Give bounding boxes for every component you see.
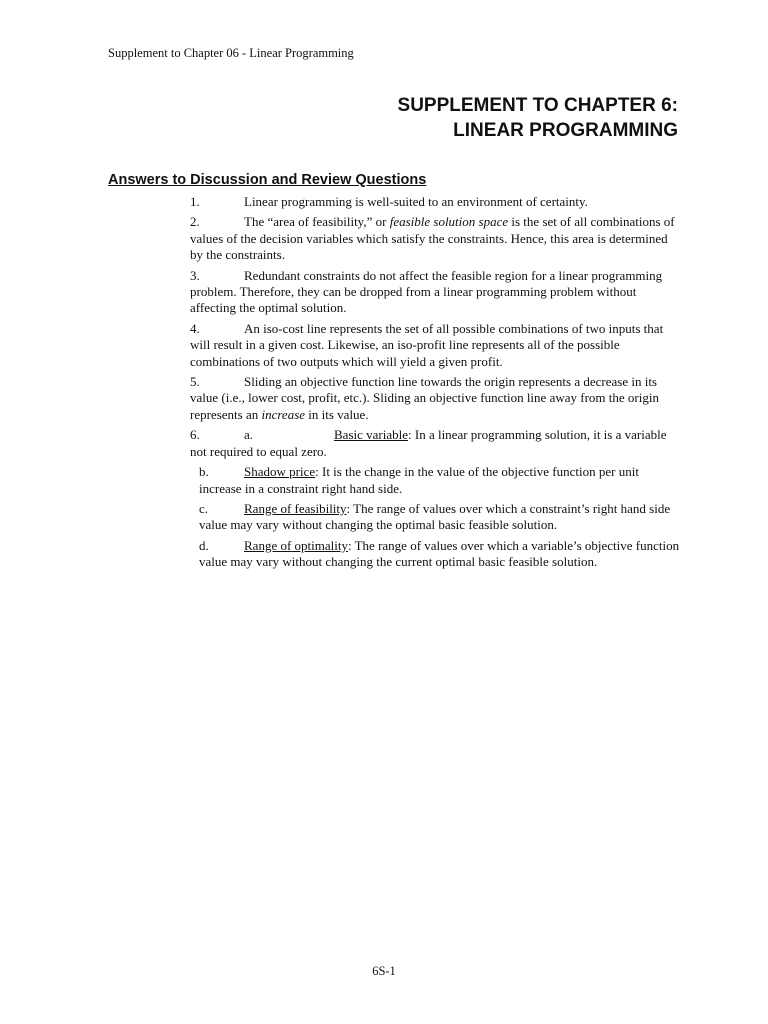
sub-item-text: : The range of values over which a variable’s objective function value may vary without changing the current optimal basic feasible solution. — [199, 537, 680, 570]
sub-item-b — [199, 464, 680, 497]
answer-number: 2. — [190, 214, 200, 230]
answer-5 — [190, 374, 680, 423]
sub-item-letter: b. — [199, 464, 209, 480]
answer-number: 5. — [190, 374, 200, 390]
answer-text: An iso-cost line represents the set of all possible combinations of two inputs that will result in a given cost. Likewise, an iso-profit line represents all of the possible combinations of two outputs which will yield a given profit. — [190, 320, 664, 369]
answer-text-italic: increase — [261, 406, 306, 422]
answer-text: Redundant constraints do not affect the feasible region for a linear programming problem. Therefore, they can be dropped from a linear programming problem without affecting the optimal solution. — [190, 267, 663, 316]
answer-text-pre: Sliding an objective function line towards the origin represents a decrease in its value (i.e., lower cost, profit, etc.). Sliding an objective function line away from the origin represents an — [190, 374, 659, 422]
sub-item-d — [199, 538, 680, 571]
page-number: 6S-1 — [372, 964, 396, 978]
answer-2 — [190, 214, 680, 263]
section-heading: Answers to Discussion and Review Questions — [108, 172, 427, 188]
answer-number: 4. — [190, 320, 200, 336]
sub-item-c — [199, 501, 680, 534]
sub-item-term: Basic variable — [334, 427, 408, 443]
sub-item-text: : It is the change in the value of the objective function per unit increase in a constraint right hand side. — [199, 464, 639, 496]
answer-text-post: in its value. — [305, 406, 369, 422]
answer-text-italic: feasible solution space — [389, 214, 509, 230]
answer-text: Linear programming is well-suited to an environment of certainty. — [244, 194, 588, 209]
answer-text-post: is the set of all combinations of values of the decision variables which satisfy the constraints. Hence, this area is determined by the constraints. — [190, 214, 675, 263]
sub-item-text: : In a linear programming solution, it is a variable not required to equal zero. — [190, 427, 667, 459]
sub-item-text: : The range of values over which a constraint’s right hand side value may vary without changing the optimal basic feasible solution. — [199, 500, 671, 533]
answer-3 — [190, 268, 680, 317]
sub-item-letter: a. — [244, 427, 254, 443]
running-header: Supplement to Chapter 06 - Linear Programming — [108, 46, 354, 60]
title-line-2: LINEAR PROGRAMMING — [453, 120, 678, 141]
sub-item-term: Shadow price — [244, 464, 316, 480]
answer-number: 1. — [190, 194, 200, 209]
answer-4 — [190, 321, 680, 370]
answer-number: 3. — [190, 267, 200, 283]
title-line-1: SUPPLEMENT TO CHAPTER 6: — [397, 95, 678, 116]
sub-item-letter: d. — [199, 537, 209, 553]
page-title — [158, 93, 678, 143]
sub-item-letter: c. — [199, 500, 209, 516]
answer-1 — [190, 194, 680, 210]
answer-text-pre: The “area of feasibility,” or — [244, 214, 390, 230]
sub-item-term: Range of optimality — [244, 537, 348, 553]
answers-list — [190, 194, 680, 575]
answer-6 — [190, 427, 680, 460]
sub-item-term: Range of feasibility — [244, 500, 347, 516]
answer-number: 6. — [190, 427, 200, 443]
